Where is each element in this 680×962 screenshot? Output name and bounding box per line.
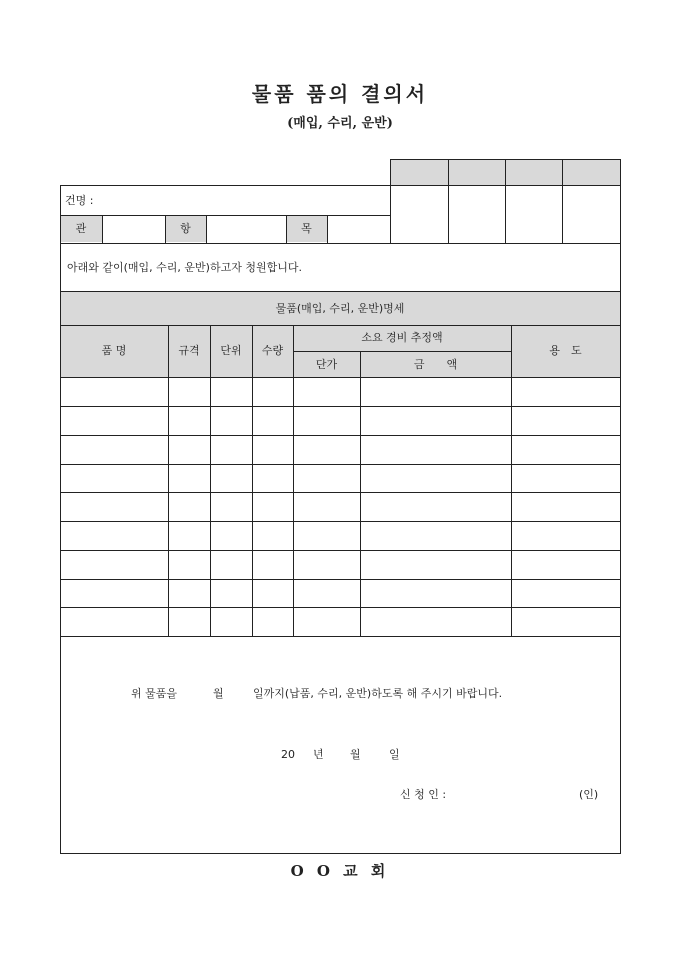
- gwan-label: 관: [75, 222, 87, 235]
- table-row: [60, 435, 621, 436]
- column-header-qty: 수량: [261, 344, 284, 357]
- detail-section-title: 물품(매입, 수리, 운반)명세: [275, 302, 405, 315]
- table-row: [60, 550, 621, 551]
- mok-label: 목: [301, 222, 312, 235]
- date-month-unit: 월: [350, 748, 361, 761]
- table-row: [60, 492, 621, 493]
- document-title: 물품 품의 결의서: [251, 82, 429, 106]
- table-row: [60, 579, 621, 580]
- subject-label: 건명 :: [65, 194, 94, 207]
- column-header-unit: 단위: [220, 344, 242, 357]
- closing-text-month: 월: [213, 687, 224, 700]
- column-header-usage: 용 도: [549, 344, 582, 357]
- column-header-item: 품 명: [101, 344, 127, 357]
- closing-text-part1: 위 물품을: [131, 687, 178, 700]
- table-row: [60, 636, 621, 637]
- column-header-amount: 금 액: [413, 358, 458, 371]
- request-statement: 아래와 같이(매입, 수리, 운반)하고자 청원합니다.: [67, 261, 302, 274]
- closing-text-part2: 일까지(납품, 수리, 운반)하도록 해 주시기 바랍니다.: [253, 687, 503, 700]
- seal-mark: (인): [579, 788, 599, 801]
- column-header-unit-price: 단가: [315, 358, 338, 371]
- applicant-label: 신 청 인 :: [400, 788, 447, 801]
- table-row: [60, 377, 621, 378]
- column-header-cost-group: 소요 경비 추정액: [361, 331, 443, 344]
- table-row: [60, 607, 621, 608]
- column-header-spec: 규격: [178, 344, 200, 357]
- date-year-unit: 년: [313, 748, 324, 761]
- organization-name: O O 교 회: [290, 862, 390, 880]
- date-day-unit: 일: [389, 748, 400, 761]
- table-row: [60, 464, 621, 465]
- table-row: [60, 406, 621, 407]
- hang-label: 항: [180, 222, 191, 235]
- date-year: 20: [281, 748, 295, 761]
- document-subtitle: (매입, 수리, 운반): [287, 116, 393, 131]
- table-row: [60, 521, 621, 522]
